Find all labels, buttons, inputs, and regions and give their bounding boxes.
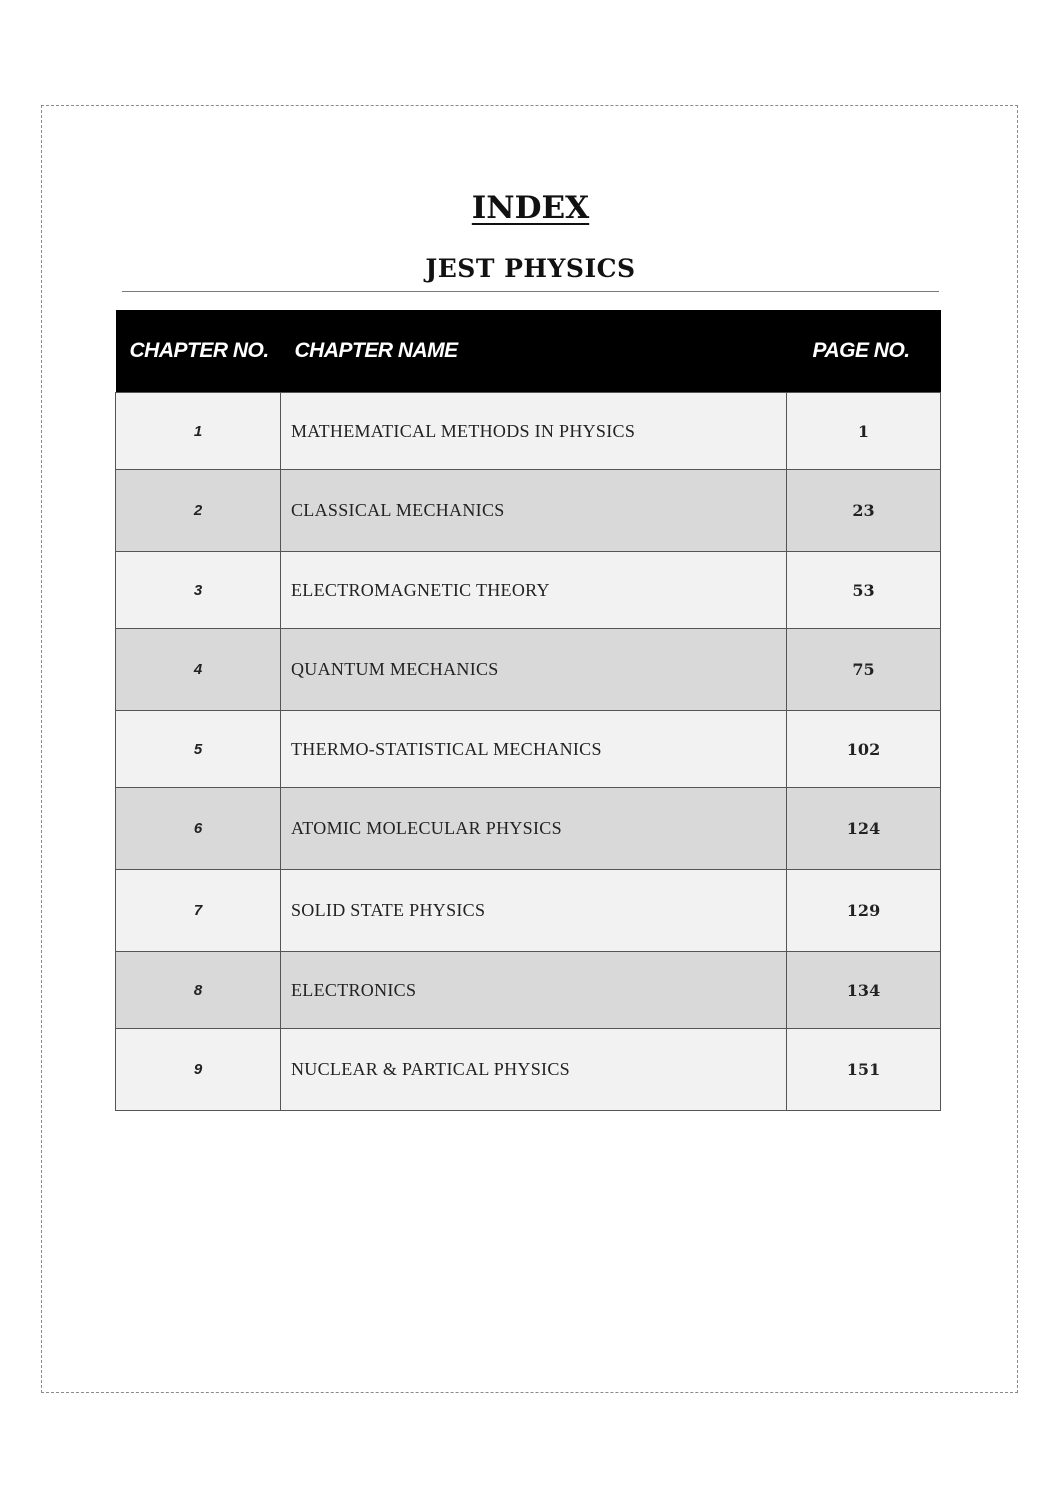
table-row [116, 788, 941, 870]
table-row [116, 711, 941, 788]
page-no: 1 [787, 393, 941, 470]
chapter-name: ELECTRONICS [281, 952, 787, 1029]
chapter-no: 3 [116, 552, 281, 629]
page-no: 129 [787, 870, 941, 952]
table-row [116, 1029, 941, 1111]
chapter-name: QUANTUM MECHANICS [281, 629, 787, 711]
table-row [116, 470, 941, 552]
chapter-no: 2 [116, 470, 281, 552]
chapter-no: 4 [116, 629, 281, 711]
divider [122, 291, 939, 292]
header-chapter-name: CHAPTER NAME [281, 310, 787, 393]
chapter-no: 7 [116, 870, 281, 952]
chapter-name: SOLID STATE PHYSICS [281, 870, 787, 952]
page-no: 134 [787, 952, 941, 1029]
chapter-name: THERMO-STATISTICAL MECHANICS [281, 711, 787, 788]
table-row [116, 393, 941, 470]
chapter-name: NUCLEAR & PARTICAL PHYSICS [281, 1029, 787, 1111]
table-row [116, 870, 941, 952]
page-no: 75 [787, 629, 941, 711]
chapter-no: 5 [116, 711, 281, 788]
chapter-name: CLASSICAL MECHANICS [281, 470, 787, 552]
table-row [116, 552, 941, 629]
table-row [116, 952, 941, 1029]
header-chapter-no: CHAPTER NO. [116, 310, 281, 393]
page-no: 53 [787, 552, 941, 629]
title-text: INDEX [471, 190, 590, 226]
page-no: 102 [787, 711, 941, 788]
chapter-no: 9 [116, 1029, 281, 1111]
header-page-no: PAGE NO. [787, 310, 941, 393]
chapter-name: ELECTROMAGNETIC THEORY [281, 552, 787, 629]
page-subtitle: JEST PHYSICS [425, 254, 636, 283]
chapter-name: ATOMIC MOLECULAR PHYSICS [281, 788, 787, 870]
chapter-no: 8 [116, 952, 281, 1029]
page-no: 124 [787, 788, 941, 870]
chapter-name: MATHEMATICAL METHODS IN PHYSICS [281, 393, 787, 470]
page-no: 23 [787, 470, 941, 552]
index-table [115, 310, 941, 1111]
page-no: 151 [787, 1029, 941, 1111]
page-title [0, 190, 1061, 226]
chapter-no: 6 [116, 788, 281, 870]
chapter-no: 1 [116, 393, 281, 470]
table-row [116, 629, 941, 711]
table-header-row [116, 310, 941, 393]
